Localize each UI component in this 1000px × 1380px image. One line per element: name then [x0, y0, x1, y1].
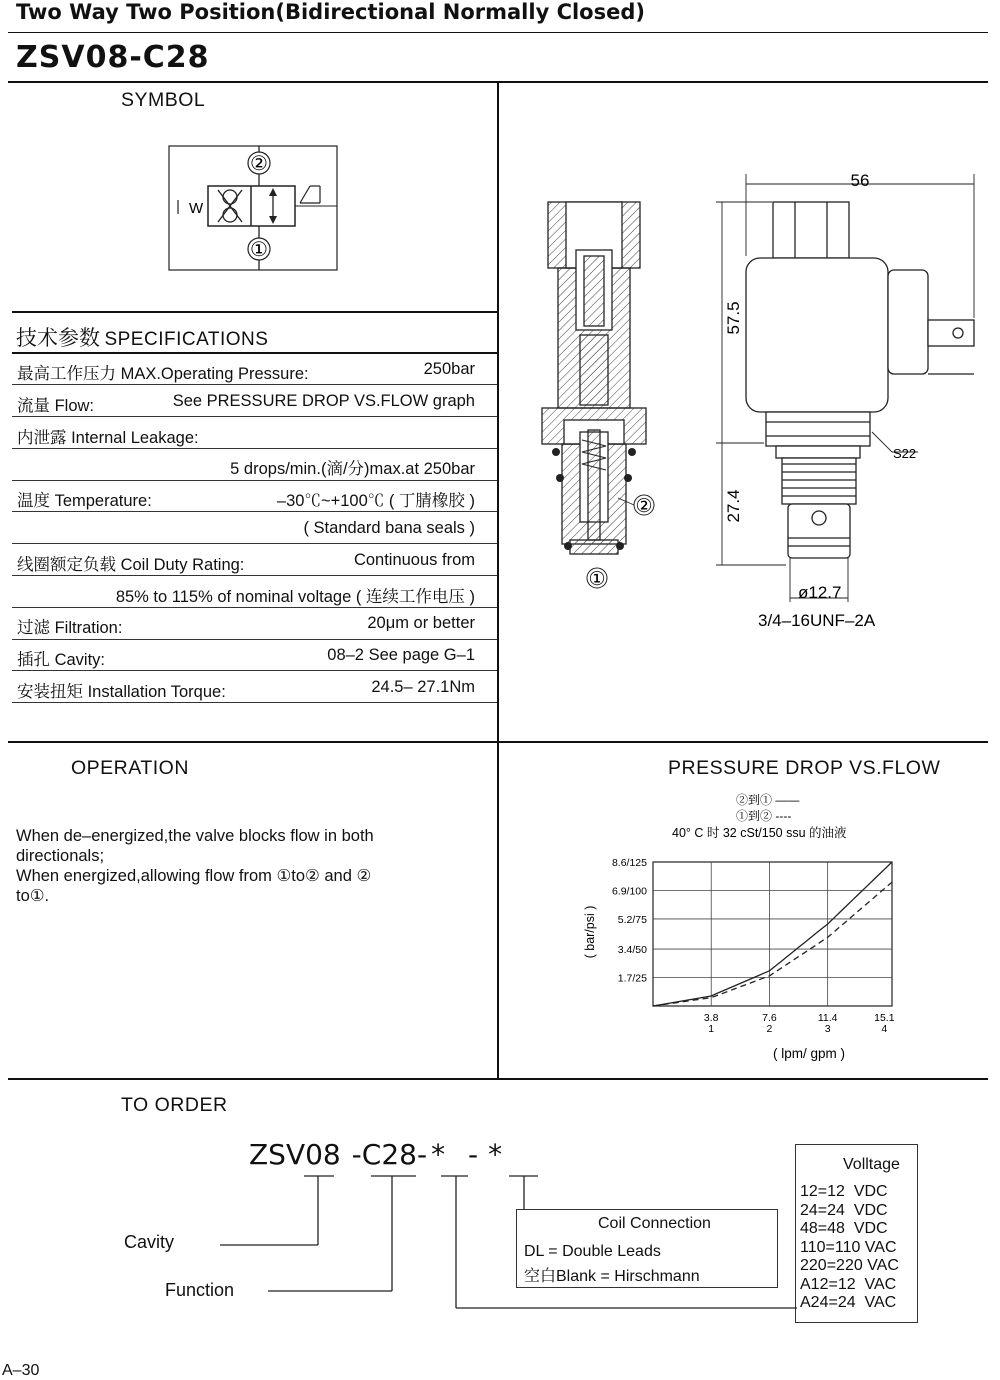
model-title: ZSV08-C28 — [16, 40, 210, 75]
dim-height-top: 57.5 — [724, 301, 743, 335]
order-code-function: C28 — [361, 1138, 417, 1171]
spec-row — [12, 481, 497, 512]
external-view — [746, 202, 974, 558]
chart-xtick-label-gpm: 3 — [824, 1023, 831, 1035]
chart-ylabel: ( bar/psi ) — [583, 905, 597, 959]
coil-title: Coil Connection — [598, 1215, 711, 1232]
drawing-port-2: ② — [635, 496, 653, 517]
spec-label: 线圈额定负载 Coil Duty Rating: — [17, 555, 245, 574]
coil-connection-box — [516, 1209, 778, 1288]
drawing-port-1: ① — [588, 569, 606, 590]
spec-value: 250bar — [423, 360, 475, 378]
section-view — [542, 202, 646, 554]
chart-condition: 40° C 时 32 cSt/150 ssu 的油液 — [672, 826, 847, 840]
spec-value: Continuous from — [353, 550, 475, 569]
spec-value: 5 drops/min.(滴/分)max.at 250bar — [230, 460, 475, 479]
spec-label: 安装扭矩 Installation Torque: — [17, 683, 226, 701]
voltage-option: A24=24 VAC — [800, 1294, 897, 1311]
spec-label: 温度 Temperature: — [17, 492, 152, 511]
spec-row — [12, 672, 497, 703]
order-code — [249, 1138, 502, 1171]
spec-value: See PRESSURE DROP VS.FLOW graph — [172, 391, 475, 410]
chart-legend-solid: ②到① —— — [736, 793, 800, 807]
spec-row — [12, 513, 497, 544]
operation-line-1: When de–energized,the valve blocks flow in both — [16, 827, 374, 845]
chart-xtick-label-gpm: 4 — [881, 1023, 888, 1035]
column-divider — [497, 83, 499, 1079]
coil-option-blank: 空白Blank = Hirschmann — [524, 1268, 700, 1285]
page-subtitle: Two Way Two Position(Bidirectional Normally Closed) — [16, 0, 645, 24]
chart-ytick-label: 3.4/50 — [617, 944, 647, 957]
spec-label: 内泄露 Internal Leakage: — [17, 428, 199, 447]
spec-value: 08–2 See page G–1 — [327, 646, 475, 665]
order-code-dash-3: - — [467, 1138, 479, 1171]
chart-ytick-label: 1.7/25 — [617, 972, 647, 985]
spec-row — [12, 577, 497, 608]
chart-xtick-label: 15.1 — [874, 1012, 895, 1024]
chart-ytick-label: 6.9/100 — [611, 885, 647, 898]
operation-line-4: to①. — [16, 887, 50, 905]
spec-value: 20μm or better — [367, 614, 475, 633]
chart-xtick-label-gpm: 2 — [766, 1023, 773, 1035]
spec-row — [12, 354, 497, 385]
spec-title-cn: 技术参数 — [16, 326, 100, 350]
valve-symbol — [160, 138, 345, 278]
chart-xtick-label-gpm: 1 — [708, 1023, 715, 1035]
symbol-title: SYMBOL — [121, 89, 206, 111]
spec-top-rule — [12, 311, 497, 313]
section-rule-1 — [8, 741, 988, 743]
voltage-option: 110=110 VAC — [800, 1238, 897, 1256]
spec-value: 85% to 115% of nominal voltage ( 连续工作电压 ) — [115, 587, 475, 606]
dim-thread: 3/4–16UNF–2A — [758, 611, 876, 630]
spec-value: ( Standard bana seals ) — [303, 519, 475, 537]
spec-label: 插孔 Cavity: — [17, 651, 106, 670]
voltage-option: 220=220 VAC — [800, 1257, 899, 1274]
operation-line-3: When energized,allowing flow from ①to② and ② — [16, 867, 372, 885]
voltage-option: A12=12 VAC — [800, 1275, 897, 1293]
function-label: Function — [165, 1280, 235, 1300]
header-divider — [8, 32, 988, 33]
chart-series-2-to-1 — [653, 862, 892, 1006]
order-title: TO ORDER — [121, 1094, 228, 1116]
spec-row — [12, 386, 497, 417]
order-code-base: ZSV08 — [249, 1138, 341, 1171]
pressure-drop-chart — [560, 788, 940, 1073]
coil-option-dl: DL = Double Leads — [524, 1243, 661, 1260]
spec-row — [12, 545, 497, 576]
spec-label: 过滤 Filtration: — [17, 619, 123, 638]
order-code-star-2: * — [488, 1138, 503, 1171]
chart-xlabel: ( lpm/ gpm ) — [772, 1046, 846, 1061]
chart-series-1-to-2 — [653, 882, 892, 1006]
spec-row — [12, 640, 497, 671]
valve-drawing — [500, 160, 995, 640]
operation-title: OPERATION — [71, 757, 189, 779]
cavity-label: Cavity — [124, 1232, 175, 1252]
chart-frame — [653, 862, 892, 1006]
spec-label: 流量 Flow: — [17, 396, 95, 415]
operation-text — [16, 826, 486, 906]
voltage-option: 12=12 VDC — [800, 1183, 888, 1200]
symbol-port-1: ① — [250, 239, 268, 261]
spec-title-en: SPECIFICATIONS — [104, 329, 269, 350]
page-number: A–30 — [2, 1362, 40, 1379]
dim-diameter: ø12.7 — [798, 583, 842, 602]
dim-height-bottom: 27.4 — [724, 489, 743, 523]
spec-title — [16, 322, 268, 352]
spec-value: 24.5– 27.1Nm — [371, 678, 475, 696]
dim-width: 56 — [850, 171, 870, 190]
operation-line-2: directionals; — [16, 847, 105, 865]
spec-value: –30℃~+100℃ ( 丁腈橡胶 ) — [276, 492, 475, 511]
chart-ytick-label: 5.2/75 — [617, 913, 647, 926]
spec-row — [12, 449, 497, 480]
chart-title: PRESSURE DROP VS.FLOW — [668, 757, 941, 779]
chart-xtick-label: 7.6 — [762, 1012, 777, 1024]
spec-label: 最高工作压力 MAX.Operating Pressure: — [17, 365, 309, 383]
dim-hex: S22 — [893, 446, 917, 461]
voltage-option: 48=48 VDC — [800, 1220, 888, 1237]
order-code-star-1: * — [431, 1138, 446, 1171]
chart-ytick-label: 8.6/125 — [611, 857, 647, 869]
spec-row — [12, 608, 497, 639]
voltage-option: 24=24 VDC — [800, 1201, 888, 1219]
order-code-dash-1: - — [351, 1138, 362, 1171]
voltage-title: Volltage — [843, 1156, 900, 1173]
symbol-port-2: ② — [250, 153, 268, 175]
chart-xtick-label: 11.4 — [817, 1012, 838, 1024]
chart-xtick-label: 3.8 — [703, 1012, 719, 1024]
symbol-spring: W — [189, 200, 204, 217]
section-rule-2 — [8, 1078, 988, 1080]
chart-legend-dashed: ①到② ---- — [736, 809, 792, 823]
voltage-box — [795, 1144, 918, 1323]
order-code-dash-2: - — [416, 1138, 428, 1171]
spec-row — [12, 418, 497, 449]
